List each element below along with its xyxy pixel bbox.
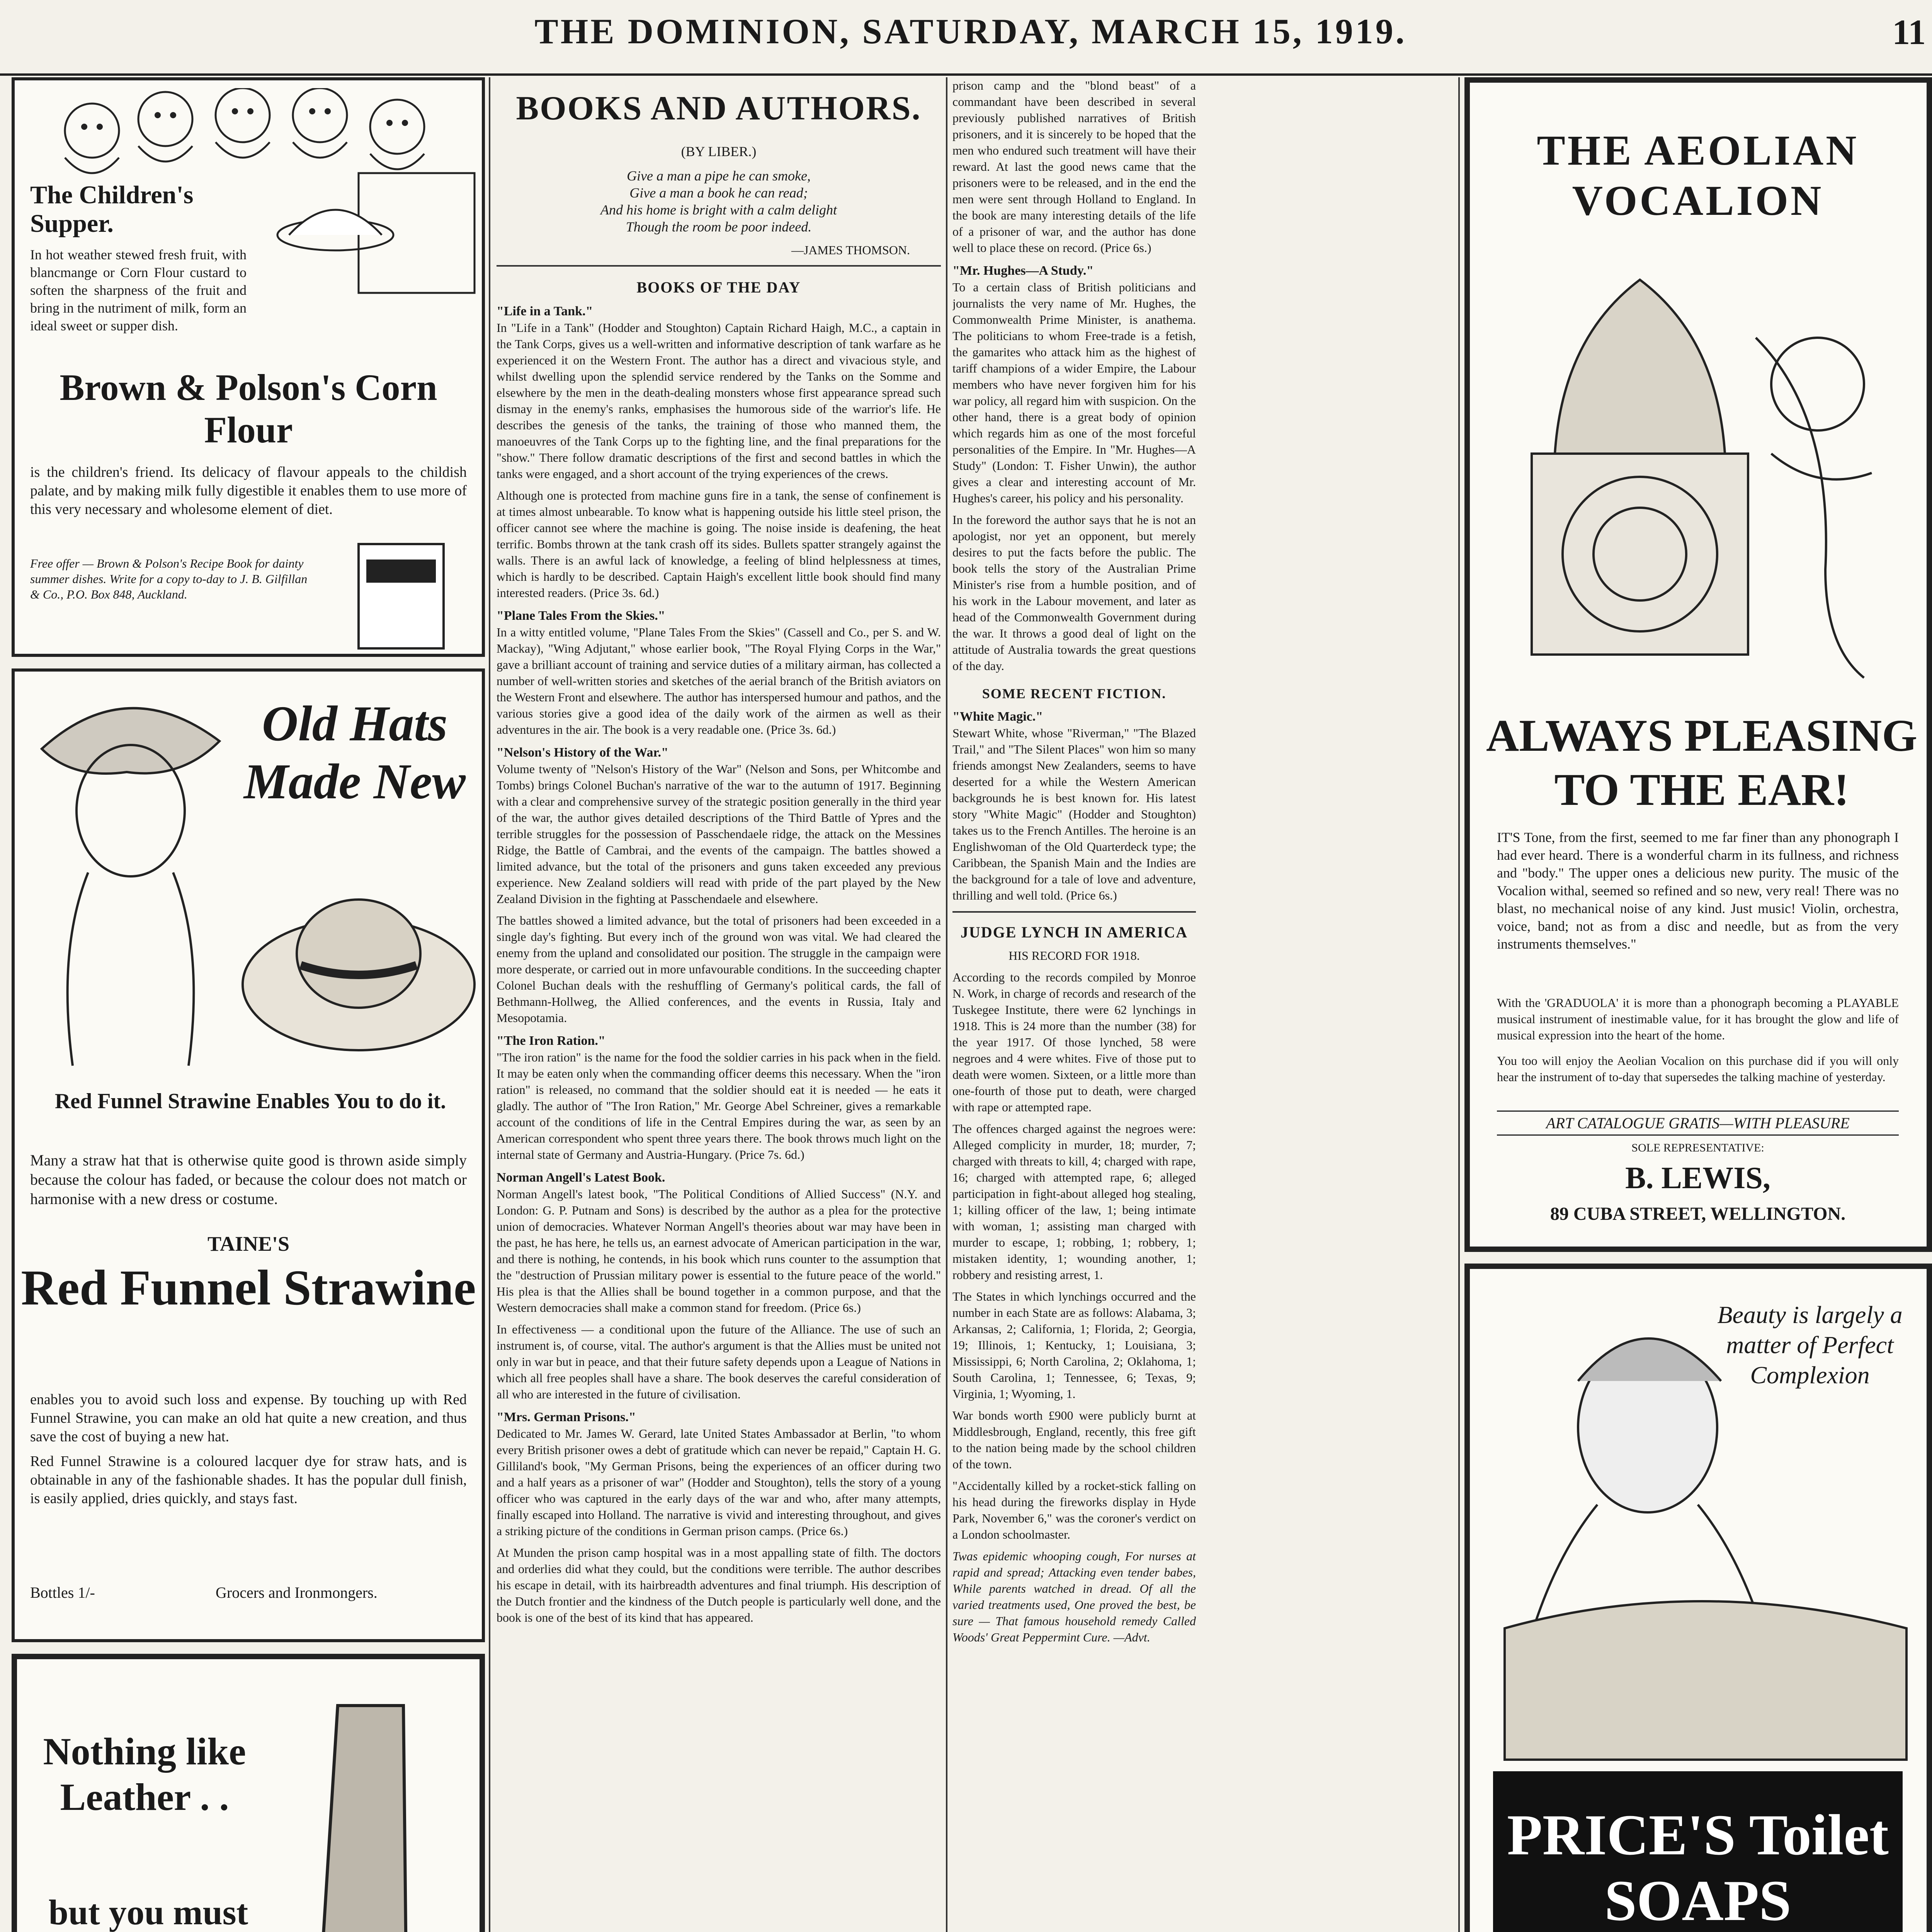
review-heading: "Mr. Hughes—A Study." <box>952 264 1094 278</box>
page-number: 11 <box>1892 12 1926 52</box>
review-heading: "Nelson's History of the War." <box>497 745 668 760</box>
review-paragraph: The battles showed a limited advance, but the total of prisoners had been exceeded in a single day's fighting. But every inch of the ground won was vital. We had cleared the enemy from the upland and consolidated our position. The struggle in the campaign were more desperate, or carried out in more unfavourable conditions. In the succeeding chapter Colonel Buchan deals with the reshuffling of Germany's political cards, the fall of Bethmann-Hollweg, the Allied conferences, and the events in Russia, Italy and Mesopotamia. <box>497 913 941 1025</box>
byline: (BY LIBER.) <box>681 144 757 159</box>
ad-headline: Old Hats Made New <box>243 696 466 810</box>
column-rule <box>946 77 947 1932</box>
brand-name: Brown & Polson's Corn Flour <box>60 367 437 451</box>
article-paragraph: "Accidentally killed by a rocket-stick falling on his head during the fireworks display in Hyde Park, November 6," was the coroner's verdict on a London schoolmaster. <box>952 1479 1196 1541</box>
lady-with-hat-illustration <box>19 679 235 1081</box>
price: Bottles 1/- <box>30 1584 95 1601</box>
gramophone-illustration <box>1485 222 1914 693</box>
article-body <box>497 303 941 1626</box>
ad-text: Many a straw hat that is otherwise quite good is thrown aside simply because the colour has faded, or because the colour does not match or harmonise with a new dress or costume. <box>30 1151 467 1208</box>
article-paragraph: War bonds worth £900 were publicly burnt at Middlesbrough, England, recently, this free gift to the nation being made by the school children of the town. <box>952 1408 1196 1471</box>
subsection-title: SOME RECENT FICTION. <box>982 686 1167 701</box>
article-paragraph: The offences charged against the negroes were: Alleged complicity in murder, 18; murder, 7; charged with threats to kill, 4; charged with rape, 16; charged with attempted rape, 6; alleged participation in fight-about alleged hog stealing, 1; killing officer of the law, 1; being intimate with woman, 1; assisting man charged with murder to escape, 1; robbing, 1; robbery, 1; mistaken identity, 1; wounding another, 1; robbery and resisting arrest, 1. <box>952 1122 1196 1282</box>
review-paragraph: In a witty entitled volume, "Plane Tales From the Skies" (Cassell and Co., per S. and W. Mackay), "Wing Adjutant," whose earlier book, "The Royal Flying Corps in the War," gave a brilliant account of training and service duties of a military airman, has collected a number of well-written stories and sketches of the aerial branch of the British aviators on the Western Front and elsewhere. The author has interspersed humour and pathos, and the various stories give a good idea of the daily work of the airmen as well as their adventures in the air. The book is a very readable one. (Price 3s. 6d.) <box>497 625 941 736</box>
prices-toilet-soaps-ad <box>1464 1264 1932 1932</box>
verse-author: —JAMES THOMSON. <box>791 243 910 257</box>
ad-text: Red Funnel Strawine is a coloured lacquer dye for straw hats, and is obtainable in any of the fashionable shades. It has the popular dull finish, is easily applied, dries quickly, and stays fast. <box>30 1453 467 1507</box>
article-paragraph: The States in which lynchings occurred and the number in each State are as follows: Alabama, 3; Arkansas, 2; California, 1; Florida, 2; Georgia, 19; Illinois, 1; Kentucky, 1; Louisiana, 3; Mississippi, 6; North Carolina, 2; Oklahoma, 1; South Carolina, 1; Tennessee, 6; Texas, 9; Virginia, 1; Wyoming, 1. <box>952 1289 1196 1401</box>
brown-polson-ad <box>12 77 485 657</box>
ad-text: enables you to avoid such loss and expense. By touching up with Red Funnel Strawine, you can make an old hat quite a new creation, and thus save the cost of buying a new hat. <box>30 1391 467 1445</box>
brand-name: THE AEOLIAN VOCALION <box>1537 127 1859 224</box>
ad-text: is the children's friend. Its delicacy of flavour appeals to the childish palate, and by making milk fully digestible it enables them to use more of this very necessary and wholesome element of diet. <box>30 464 467 517</box>
taines-strawine-ad <box>12 668 485 1642</box>
ad-slogan: ALWAYS PLEASING TO THE EAR! <box>1486 710 1917 815</box>
ad-text: IT'S Tone, from the first, seemed to me far finer than any phonograph I had ever heard. There is a wonderful charm in its fullness, and richness and "body." The upper ones a delicious new purity. The music of the Vocalion withal, seemed so refined and so new, very real! There was no blast, no mechanical noise of any kind. Just music! Violin, orchestra, voice, band; not as from a disc and needle, but as from the very instruments themselves." <box>1497 830 1899 952</box>
article-title: JUDGE LYNCH IN AMERICA <box>960 923 1188 941</box>
article-subtitle: HIS RECORD FOR 1918. <box>1009 949 1140 963</box>
ad-text: With the 'GRADUOLA' it is more than a phonograph becoming a PLAYABLE musical instrument of inestimable value, for it has brought the glow and life of musical expression into the heart of the home. <box>1497 996 1899 1042</box>
ad-headline: Nothing like Leather . . <box>43 1730 246 1818</box>
page-header <box>0 0 1932 76</box>
dealer-address: 89 CUBA STREET, WELLINGTON. <box>1550 1204 1846 1224</box>
recipe-offer: Free offer — Brown & Polson's Recipe Book for dainty summer dishes. Write for a copy to-day to J. B. Gilfillan & Co., P.O. Box 848, Auckland. <box>30 556 308 601</box>
dealer-name: B. LEWIS, <box>1625 1161 1770 1195</box>
ad-tagline: Beauty is largely a matter of Perfect Complexion <box>1717 1301 1903 1389</box>
column-articles-and-book-lists <box>952 77 1455 1932</box>
section-title: BOOKS AND AUTHORS. <box>516 90 922 127</box>
article-paragraph: To a certain class of British politicians and journalists the very name of Mr. Hughes, the Commonwealth Prime Minister, is anathema. The politicians to whom Free-trade is a fetish, the gamarites who attack him as the highest of tariff champions of a wider Empire, the Labour members who have never forgiven him for his war policy, all regard him with suspicion. On the other hand, there is a great body of opinion which regards him as one of the most forceful personalities of the Empire. In "Mr. Hughes—A Study" (London: T. Fisher Unwin), the author gives a clear and interesting account of Mr. Hughes's career, his policy and his personality. <box>952 280 1196 505</box>
sellers: Grocers and Ironmongers. <box>216 1584 378 1601</box>
review-heading: "Mrs. German Prisons." <box>497 1410 636 1424</box>
verse-line: Though the room be poor indeed. <box>626 219 812 235</box>
article-paragraph: According to the records compiled by Monroe N. Work, in charge of records and research of the Tuskegee Institute, there were 62 lynchings in 1918. This is 24 more than the number (38) for the year 1917. Of those lynched, 58 were negroes and 4 were whites. Five of those put to death were women. Sixteen, or a little more than one-fourth of those put to death, were charged with rape or attempted rape. <box>952 970 1196 1114</box>
review-paragraph: Dedicated to Mr. James W. Gerard, late United States Ambassador at Berlin, "to whom every British prisoner owes a debt of gratitude which can never be repaid," Captain H. G. Gilliland's book, "My German Prisons, being the experiences of an officer during two and a half years as a prisoner of war" (Hodder and Stoughton), tells the story of a young officer who was captured in the early days of the war and who, after many attempts, finally escaped into Holland. The narrative is vivid and interesting throughout, and gives a striking picture of the conditions in German prison camps. (Price 6s.) <box>497 1427 941 1538</box>
review-paragraph: In "Life in a Tank" (Hodder and Stoughton) Captain Richard Haigh, M.C., a captain in the Tank Corps, gives us a well-written and informative description of tank warfare as he experienced it on the Western Front. The author has a direct and vivacious style, and whilst dwelling upon the splendid service rendered by the Tanks on the Somme and elsewhere by the men in the death-dealing monsters whose first appearance spread such dismay in the enemy's ranks, emphasises the humorous side of the warrior's life. He describes the genesis of the tanks, the training of those who manned them, the manoeuvres of the Tank Corps up to the fighting line, and the final preparations for the "show." There follow dramatic descriptions of the first and second battles in which the tanks were engaged, and a short account of the trying experiences of the crews. <box>497 321 941 481</box>
brand-name: PRICE'S Toilet SOAPS <box>1493 1771 1903 1932</box>
maker-name: TAINE'S <box>207 1232 290 1255</box>
column-rule <box>489 77 490 1932</box>
advertisement-verse: Twas epidemic whooping cough, For nurses at rapid and spread; Attacking even tender babes, While parents watched in dread. Of all the varied treatments used, One proved the best, be sure — That famous household remedy Called Woods' Great Peppermint Cure. —Advt. <box>952 1549 1196 1644</box>
article-paragraph: prison camp and the "blond beast" of a commandant have been described in several previously published narratives of British prisoners, and it is sincerely to be hoped that the men who endured such treatment will have their reward. At last the good news came that the prisoners were to be released, and in the end the men were sent through Holland to England. In the book are many interesting details of the life of a prisoner of war, and the author has done well to place these on record. (Price 6s.) <box>952 78 1196 255</box>
review-heading: "The Iron Ration." <box>497 1034 605 1048</box>
representative-label: SOLE REPRESENTATIVE: <box>1631 1141 1764 1154</box>
divider <box>952 911 1196 913</box>
article-body <box>952 77 1455 1932</box>
review-paragraph: At Munden the prison camp hospital was in a most appalling state of filth. The doctors and orderlies did what they could, but the conditions were terrible. The author describes his escape in detail, with its hairbreadth adventures and final triumph. His description of the Dutch frontier and the kindness of the Dutch people is particularly well done, and the book is one of the best of its kind that has appeared. <box>497 1546 941 1624</box>
review-paragraph: Although one is protected from machine guns fire in a tank, the sense of confinement is at times almost unbearable. To know what is happening outside his little steel prison, the officer cannot see where the machine is going. The noise inside is deafening, the heat terrific. Bombs thrown at the tank crash off its sides. Bullets spatter strangely against the walls. There is an awful lack of knowledge, a feeling of blind helplessness at times, which is hardly to be described. Captain Haigh's excellent little book should find many interested readers. (Price 3s. 6d.) <box>497 488 941 600</box>
verse-line: Give a man a book he can read; <box>629 185 808 201</box>
catalogue-line: ART CATALOGUE GRATIS—WITH PLEASURE <box>1497 1111 1899 1136</box>
column-rule <box>1458 77 1460 1932</box>
review-paragraph: Volume twenty of "Nelson's History of the War" (Nelson and Sons, per Whitcombe and Tombs) brings Colonel Buchan's narrative of the war to the autumn of 1917. Beginning with a clear and comprehensive survey of the strategic position generally in the third year of the war, the author gives detailed descriptions of the Third Battle of Ypres and the terrible struggles for the possession of Passchendaele ridge, the attack on the Messines Ridge, the Battle of Cambrai, and the events of the campaign. The battles showed a limited advance, but the total of the prisoners and guns taken exceeded any previous experience. New Zealand soldiers will read with pride of the part played by the New Zealand Division in the fighting at Passchendaele and elsewhere. <box>497 762 941 906</box>
carton-icon <box>335 536 467 652</box>
review-paragraph: "The iron ration" is the name for the food the soldier carries in his pack when in the field. It may be eaten only when the commanding officer deems this necessary. When the "iron ration" is released, no command that the soldier should eat it is needed — he eats it gladly. The author of "The Iron Ration," Mr. George Abel Schreiner, gives a remarkable account of the conditions of life in the Central Empires during the war, as seen by an American correspondent who spent three years there. The book throws much light on the internal state of Germany and Austria-Hungary. (Price 7s. 6d.) <box>497 1050 941 1162</box>
review-heading: "Plane Tales From the Skies." <box>497 609 665 623</box>
brand-name: Red Funnel Strawine <box>21 1260 476 1316</box>
review-paragraph: In effectiveness — a conditional upon the future of the Alliance. The use of such an instrument is, of course, vital. The author's argument is that the Allies must be united not only in war but in peace, and that their future safety depends upon a League of Nations in which all free peoples shall have a share. The book deserves the careful consideration of all who are interested in the future of civilisation. <box>497 1322 941 1401</box>
subsection-title: BOOKS OF THE DAY <box>636 279 801 296</box>
ad-headline: but you must <box>48 1893 248 1932</box>
straw-hat-icon <box>239 857 478 1073</box>
ad-title: The Children's Supper. <box>30 181 194 238</box>
ad-text: In hot weather stewed fresh fruit, with blancmange or Corn Flour custard to soften the sharpness of the fruit and bring in the nutriment of milk, form an ideal sweet or supper dish. <box>30 247 247 333</box>
review-paragraph: Norman Angell's latest book, "The Political Conditions of Allied Success" (N.Y. and London: G. P. Putnam and Sons) is described by the author as a plea for the protective union of democracies. Whatever Norman Angell's theories about war may have been in the past, he has here, he tells us, an earnest advocate of American participation in the war, and there is nothing, he contends, in his book which runs counter to the assumption that the "destruction of Prussian military power is essential to the future peace of the world." His plea is that the Allies shall be bound together in a common purpose, and that the Western democracies shall make a common stand for freedom. (Price 6s.) <box>497 1187 941 1315</box>
boot-illustration <box>280 1690 465 1932</box>
review-heading: Norman Angell's Latest Book. <box>497 1170 665 1185</box>
verse-line: Give a man a pipe he can smoke, <box>627 168 811 184</box>
article-paragraph: Stewart White, whose "Riverman," "The Blazed Trail," and "The Silent Places" won him so many friends amongst New Zealanders, seems to have deserted for a while the Western American backgrounds he is best known for. His latest story "White Magic" (Hodder and Stoughton) takes us to the French Antilles. The heroine is an Englishwoman of the Old Quarterdeck type; the Caribbean, the Spanish Main and the Indies are the background for a tale of love and adventure, thrilling and well told. (Price 6s.) <box>952 726 1196 902</box>
column-advertisements-right <box>1464 77 1932 1932</box>
aeolian-vocalion-ad <box>1464 77 1932 1252</box>
column-advertisements-left <box>12 77 485 1932</box>
review-heading: "White Magic." <box>952 709 1043 724</box>
article-paragraph: In the foreword the author says that he is not an apologist, nor yet an opponent, but merely desires to put the facts before the public. The book tells the story of the Australian Prime Minister's rise from a humble position, and of his work in the Labour movement, and later as head of the Commonwealth Government during the war. It throws a good deal of light on the attitude of Australia towards the great questions of the day. <box>952 513 1196 673</box>
review-heading: "Life in a Tank." <box>497 304 593 318</box>
ad-text: You too will enjoy the Aeolian Vocalion on this purchase did if you will only hear the instrument of to-day that supersedes the talking machine of yesterday. <box>1497 1054 1899 1084</box>
masthead: THE DOMINION, SATURDAY, MARCH 15, 1919. <box>534 12 1407 51</box>
ad-subheading: Red Funnel Strawine Enables You to do it. <box>54 1089 446 1113</box>
column-books-and-authors <box>497 77 941 1932</box>
verse-line: And his home is bright with a calm delight <box>600 202 837 218</box>
nugget-ad <box>12 1654 485 1932</box>
divider <box>497 265 941 267</box>
